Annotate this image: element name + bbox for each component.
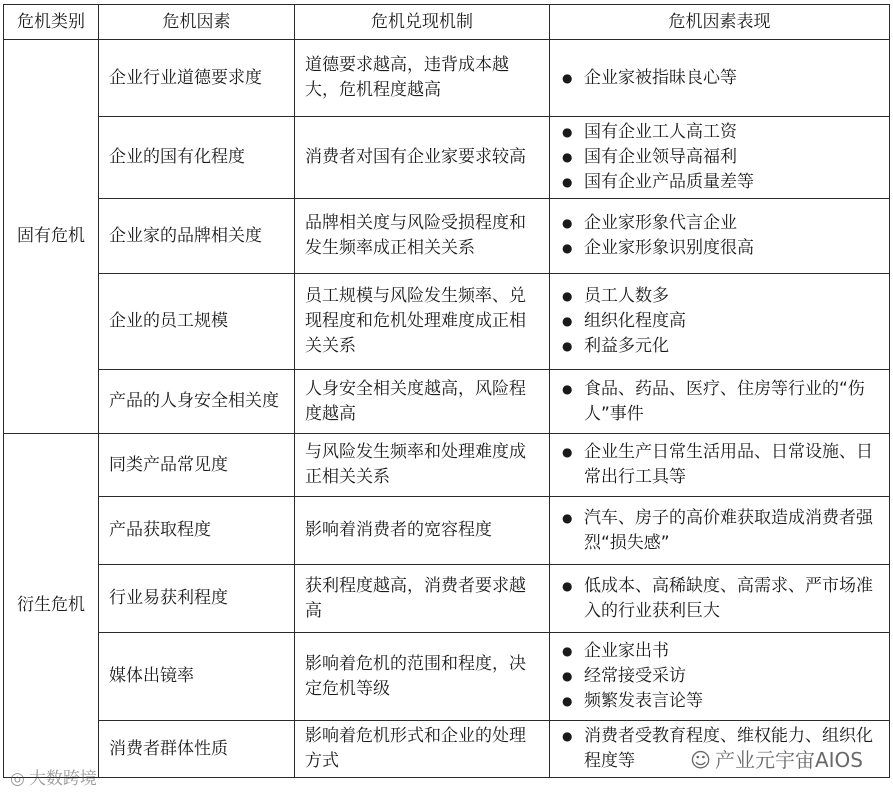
header-factor: 危机因素 [99,5,295,40]
wechat-logo-icon: ☺ [690,748,711,772]
bullet-list-item: ● 企业家出书 [560,639,881,664]
manifestation-list [560,574,881,624]
mechanism-cell: 影响着消费者的宽容程度 [295,497,550,565]
bullet-list-item: ● 消费者受教育程度、维权能力、组织化程度等 [560,724,881,774]
manifestation-cell [550,40,890,117]
mechanism-cell: 人身安全相关度越高，风险程度越高 [295,370,550,434]
manifestation-list [560,66,881,91]
bullet-list-item: ● 企业生产日常生活用品、日常设施、日常出行工具等 [560,440,881,490]
table-header-row [4,5,890,40]
category-cell: 固有危机 [4,40,99,434]
manifestation-list [560,639,881,714]
bullet-list-item: ● 食品、药品、医疗、住房等行业的“伤人”事件 [560,377,881,427]
mechanism-cell: 道德要求越高，违背成本越大，危机程度越高 [295,40,550,117]
header-manifestation: 危机因素表现 [550,5,890,40]
bullet-list-item: ● 企业家被指昧良心等 [560,66,881,91]
table-row [4,117,890,199]
bullet-list-item: ● 企业家形象识别度很高 [560,236,881,261]
watermark-right-text: 产业元宇宙AIOS [714,748,863,772]
table-row [4,199,890,274]
mechanism-cell: 消费者对国有企业家要求较高 [295,117,550,199]
manifestation-list [560,506,881,556]
bullet-list-item: ● 经常接受采访 [560,664,881,689]
mechanism-cell: 品牌相关度与风险受损程度和发生频率成正相关关系 [295,199,550,274]
mechanism-cell: 影响着危机形式和企业的处理方式 [295,721,550,778]
crisis-factor-table [3,4,890,778]
factor-cell: 企业行业道德要求度 [99,40,295,117]
bullet-list-item: ● 国有企业领导高福利 [560,145,881,170]
watermark-right [690,744,863,773]
mechanism-cell: 获利程度越高，消费者要求越高 [295,565,550,633]
manifestation-list [560,440,881,490]
factor-cell: 企业的员工规模 [99,274,295,370]
factor-cell: 企业家的品牌相关度 [99,199,295,274]
manifestation-list [560,120,881,195]
table-row [4,274,890,370]
watermark-logo-icon: ◎ [10,769,25,789]
manifestation-list [560,211,881,261]
manifestation-cell [550,497,890,565]
mechanism-cell: 员工规模与风险发生频率、兑现程度和危机处理难度成正相关关系 [295,274,550,370]
manifestation-cell [550,370,890,434]
manifestation-cell [550,274,890,370]
manifestation-list [560,284,881,359]
table-row [4,434,890,497]
watermark-left-text: 大数跨境 [28,769,97,789]
table-body [4,40,890,778]
mechanism-cell: 影响着危机的范围和程度，决定危机等级 [295,633,550,721]
manifestation-cell [550,117,890,199]
table-row [4,370,890,434]
factor-cell: 消费者群体性质 [99,721,295,778]
table-row [4,40,890,117]
manifestation-cell [550,633,890,721]
bullet-list-item: ● 低成本、高稀缺度、高需求、严市场准入的行业获利巨大 [560,574,881,624]
factor-cell: 产品的人身安全相关度 [99,370,295,434]
category-cell: 衍生危机 [4,434,99,778]
factor-cell: 媒体出镜率 [99,633,295,721]
table-row [4,497,890,565]
bullet-list-item: ● 国有企业工人高工资 [560,120,881,145]
bullet-list-item: ● 国有企业产品质量差等 [560,170,881,195]
watermark-left [10,764,97,789]
bullet-list-item: ● 企业家形象代言企业 [560,211,881,236]
table-row [4,565,890,633]
factor-cell: 企业的国有化程度 [99,117,295,199]
header-mechanism: 危机兑现机制 [295,5,550,40]
header-category: 危机类别 [4,5,99,40]
table-row [4,633,890,721]
factor-cell: 产品获取程度 [99,497,295,565]
bullet-list-item: ● 汽车、房子的高价难获取造成消费者强烈“损失感” [560,506,881,556]
manifestation-list [560,377,881,427]
bullet-list-item: ● 频繁发表言论等 [560,689,881,714]
bullet-list-item: ● 员工人数多 [560,284,881,309]
manifestation-cell [550,434,890,497]
factor-cell: 行业易获利程度 [99,565,295,633]
mechanism-cell: 与风险发生频率和处理难度成正相关关系 [295,434,550,497]
factor-cell: 同类产品常见度 [99,434,295,497]
bullet-list-item: ● 组织化程度高 [560,309,881,334]
bullet-list-item: ● 利益多元化 [560,334,881,359]
manifestation-cell [550,199,890,274]
manifestation-cell [550,565,890,633]
